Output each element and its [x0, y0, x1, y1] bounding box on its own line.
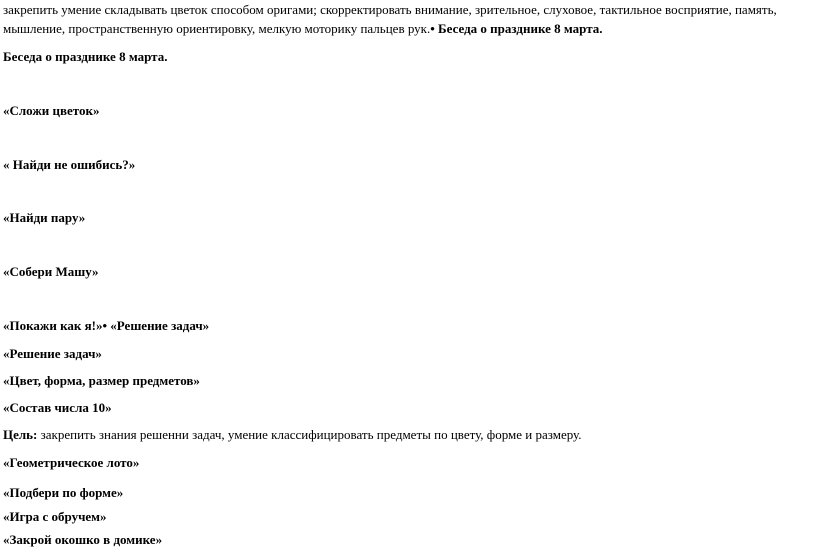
game-geometric-lotto [3, 453, 139, 472]
heading-show-like-me [3, 316, 209, 335]
heading-text: « Найди не ошибись?» [3, 157, 136, 172]
game-hoop [3, 507, 107, 526]
heading-assemble-masha [3, 262, 99, 281]
game-title: «Игра с обручем» [3, 509, 107, 524]
goal-line [3, 425, 582, 444]
heading-solve-problems [3, 344, 102, 363]
heading-text: «Покажи как я!» [3, 318, 103, 333]
intro-text-2: мышление, пространственную ориентировку, мелкую моторику пальцев рук. [3, 21, 431, 36]
heading-text: «Состав числа 10» [3, 400, 112, 415]
goal-label: Цель: [3, 427, 38, 442]
heading-text: Беседа о празднике 8 марта. [3, 49, 168, 64]
game-close-window [3, 530, 162, 549]
intro-line-1 [3, 0, 777, 19]
heading-find-no-mistake [3, 155, 135, 174]
heading-text: «Собери Машу» [3, 264, 99, 279]
intro-heading-inline: Беседа о празднике 8 марта. [434, 21, 603, 36]
bullet-icon: • [102, 318, 108, 333]
bullet-icon: • [430, 21, 435, 36]
heading-fold-flower [3, 101, 100, 120]
heading-color-shape-size [3, 371, 200, 390]
intro-text-1: закрепить умение складывать цветок способом оригами; скорректировать внимание, зрительное, слуховое, тактильное восприятие, память, [3, 2, 777, 17]
heading-text: «Сложи цветок» [3, 103, 100, 118]
heading-text: «Решение задач» [3, 346, 102, 361]
heading-text: «Цвет, форма, размер предметов» [3, 373, 200, 388]
game-title: «Закрой окошко в домике» [3, 532, 163, 547]
game-title: «Подбери по форме» [3, 485, 124, 500]
heading-number-10 [3, 398, 112, 417]
heading-text: «Найди пару» [3, 210, 86, 225]
goal-text: закрепить знания решенни задач, умение классифицировать предметы по цвету, форме и размеру. [37, 427, 582, 442]
heading-text-inline: «Решение задач» [107, 318, 210, 333]
game-title: «Геометрическое лото» [3, 455, 140, 470]
game-match-shape [3, 483, 123, 502]
intro-line-2 [3, 19, 603, 38]
heading-find-pair [3, 208, 85, 227]
heading-8-march [3, 47, 167, 66]
